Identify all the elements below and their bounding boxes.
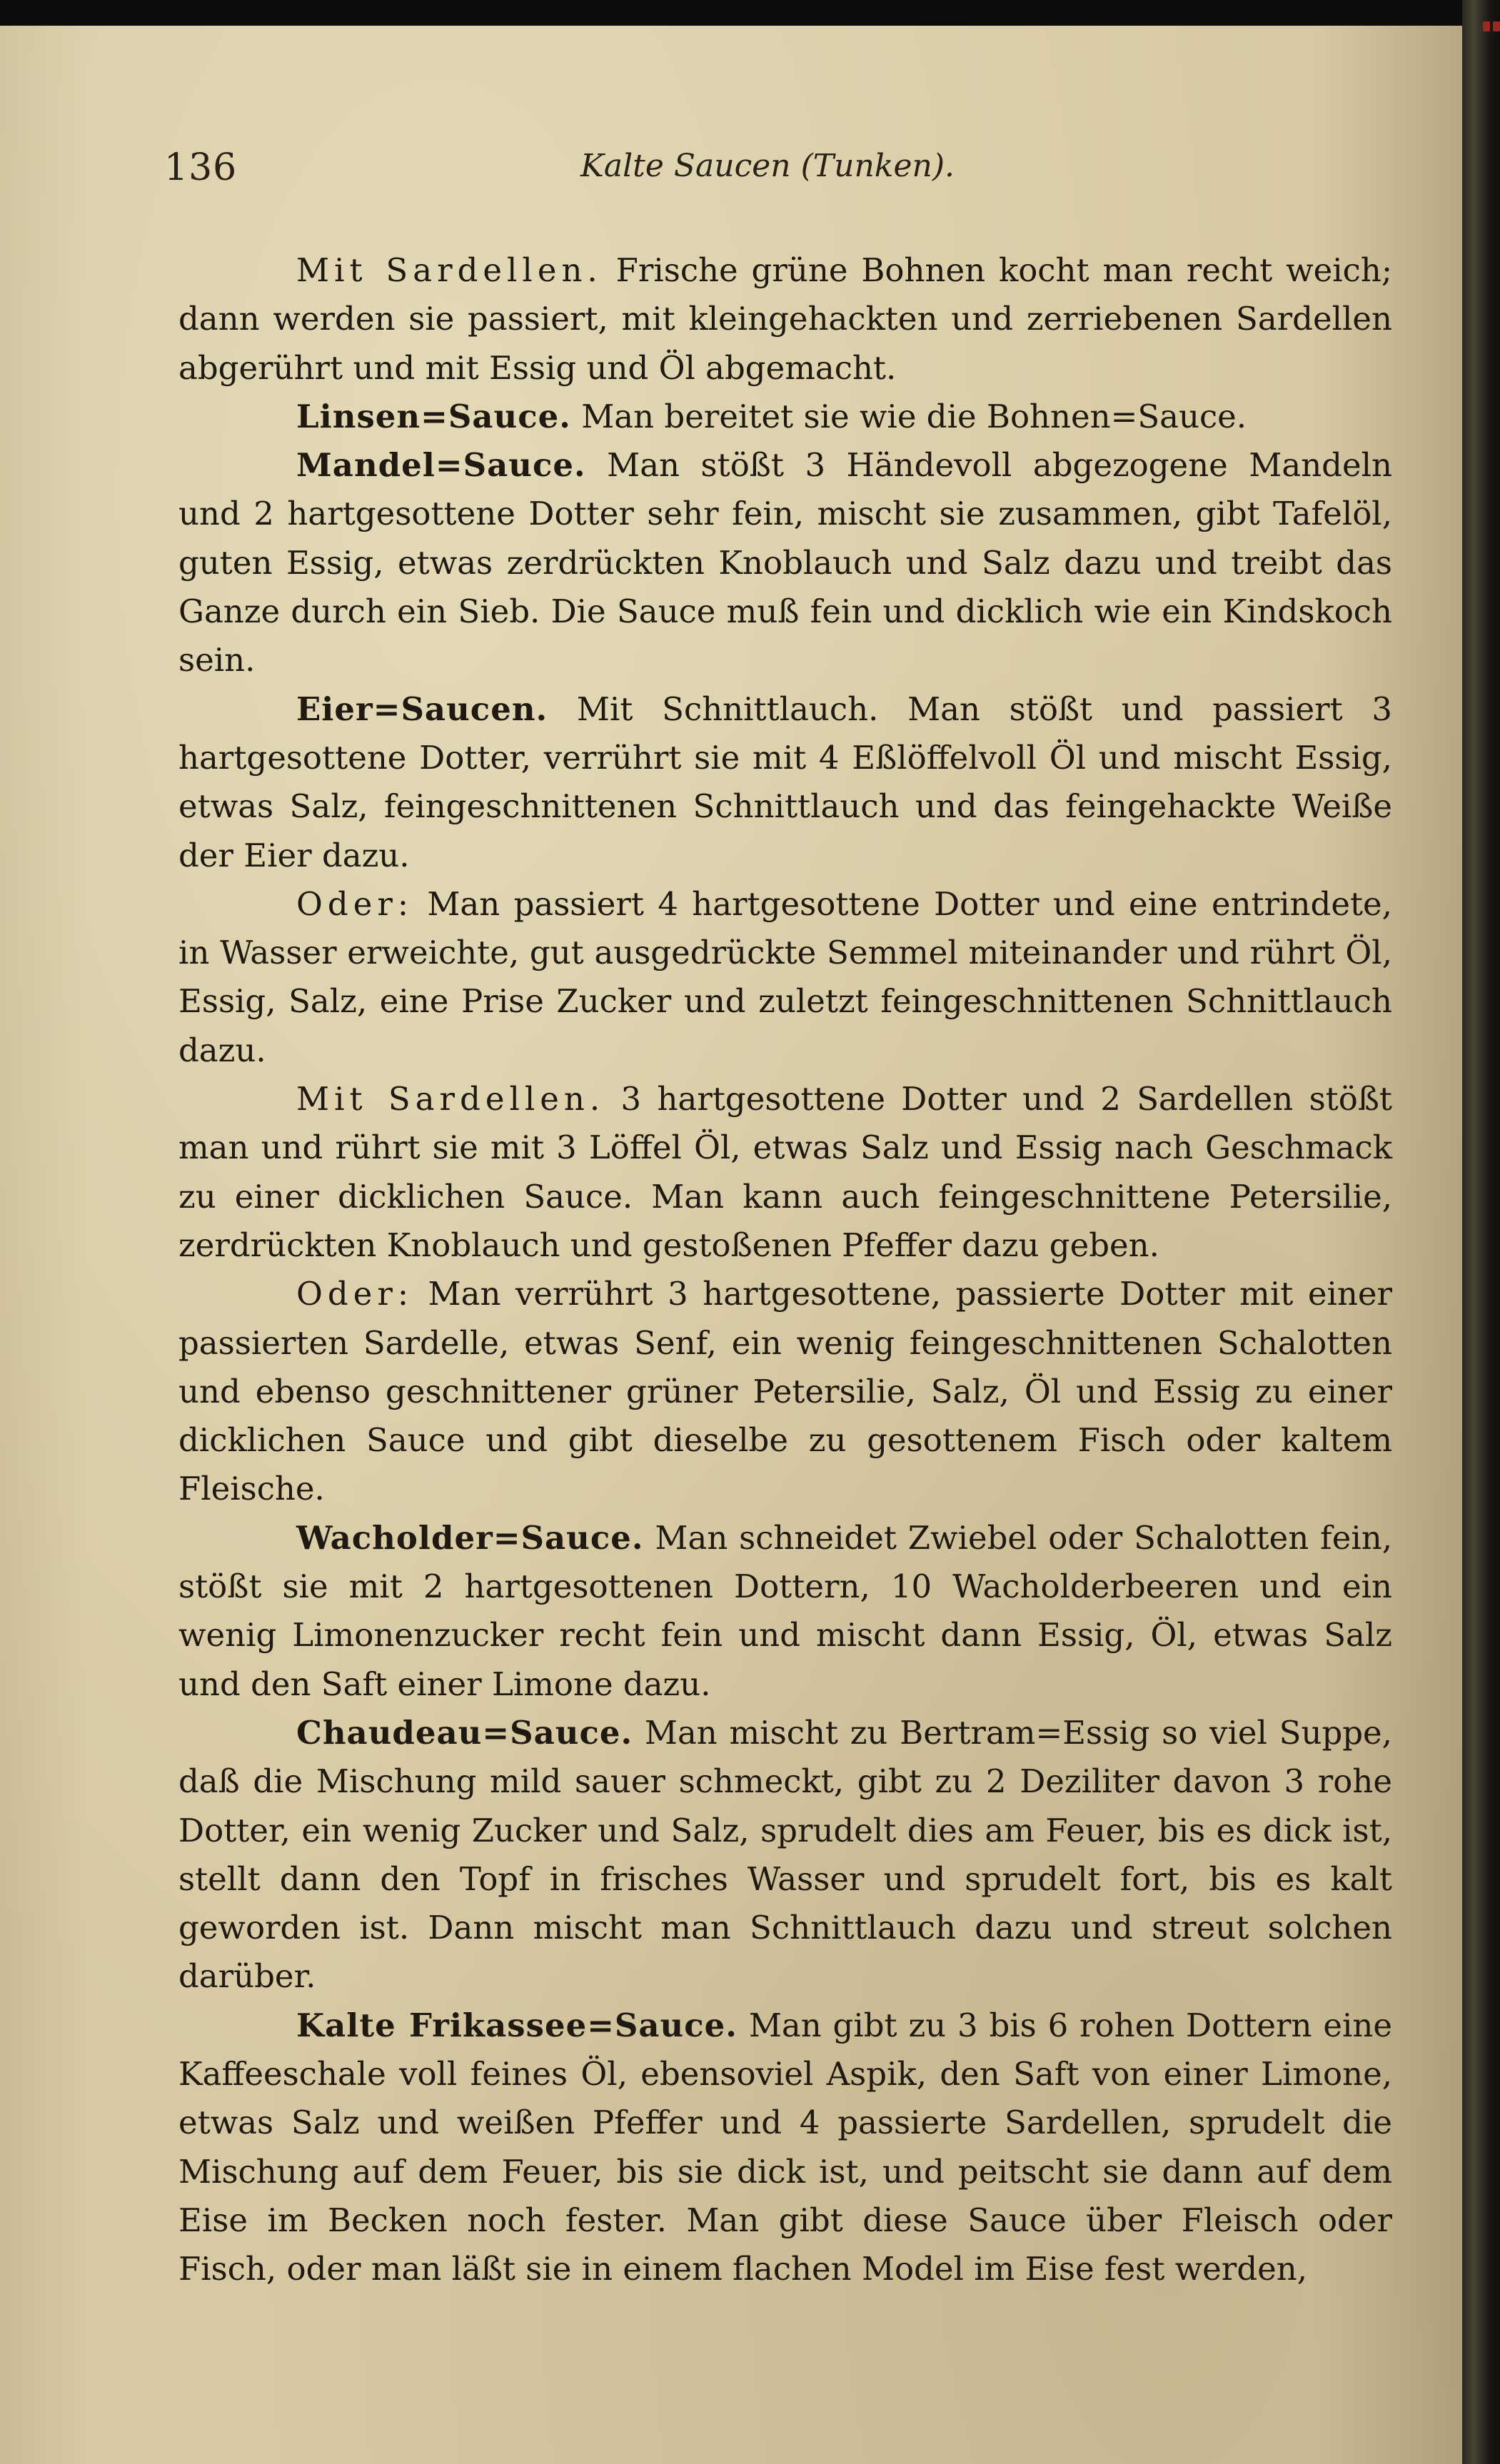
book-spine-edge [1462, 0, 1500, 2464]
edge-markers [1483, 21, 1500, 31]
paragraph-lead: Mit Sardellen. [296, 251, 603, 289]
paragraph-text: Man mischt zu Bertram=Essig so viel Suppe, daß die Mischung mild sauer schmeckt, gibt zu 2 Deziliter davon 3 rohe Dotter, ein wenig Zucker und Salz, sprudelt dies am Feuer, bis es dick ist, stellt dann den Topf in frisches Wasser und sprudelt fort, bis es kalt geworden ist. Dann mischt man Schnittlauch dazu und streut solchen darüber. [178, 1713, 1392, 1996]
recipe-heading: Linsen=Sauce. [296, 397, 571, 435]
scan-top-edge [0, 0, 1500, 26]
paragraph-oder-2 [178, 1270, 1392, 1513]
edge-marker [1493, 21, 1500, 31]
paragraph-text: Frische grüne Bohnen kocht man recht weich; dann werden sie passiert, mit kleingehackten und zerriebenen Sardellen abgerührt und mit Essig und Öl abgemacht. [178, 251, 1392, 387]
edge-marker [1483, 21, 1490, 31]
paragraph-text: 3 hartgesottene Dotter und 2 Sardellen stößt man und rührt sie mit 3 Löffel Öl, etwas Salz und Essig nach Geschmack zu einer dicklichen Sauce. Man kann auch feingeschnittene Petersilie, zerdrückten Knoblauch und gestoßenen Pfeffer dazu geben. [178, 1080, 1392, 1264]
paragraph-text: Mit Schnittlauch. Man stößt und passiert 3 hartgesottene Dotter, verrührt sie mit 4 Eßlöffelvoll Öl und mischt Essig, etwas Salz, feingeschnittenen Schnittlauch und das feingehackte Weiße der Eier dazu. [178, 690, 1392, 874]
paragraph-text: Man verrührt 3 hartgesottene, passierte Dotter mit einer passierten Sardelle, etwas Senf, ein wenig feingeschnittenen Schalotten und ebenso geschnittener grüner Petersilie, Salz, Öl und Essig zu einer dicklichen Sauce und gibt dieselbe zu gesottenem Fisch oder kaltem Fleische. [178, 1275, 1392, 1508]
running-title: Kalte Saucen (Tunken). [580, 148, 955, 184]
paragraph-text: Man stößt 3 Händevoll abgezogene Mandeln und 2 hartgesottene Dotter sehr fein, mischt sie zusammen, gibt Tafelöl, guten Essig, etwas zerdrückten Knoblauch und Salz dazu und treibt das Ganze durch ein Sieb. Die Sauce muß fein und dicklich wie ein Kindskoch sein. [178, 446, 1392, 680]
paragraph-frikassee-sauce [178, 2001, 1392, 2294]
paragraph-eier-saucen [178, 685, 1392, 880]
paragraph-wacholder-sauce [178, 1514, 1392, 1709]
page-number: 136 [164, 146, 238, 189]
recipe-heading: Eier=Saucen. [296, 690, 548, 728]
paragraph-sardellen-bohnen [178, 246, 1392, 393]
paragraph-lead: Oder: [296, 884, 414, 923]
paragraph-chaudeau-sauce [178, 1709, 1392, 2001]
page-header [164, 146, 1371, 203]
body-text [178, 246, 1392, 2293]
paragraph-mandel-sauce [178, 441, 1392, 685]
paragraph-lead: Mit Sardellen. [296, 1080, 605, 1119]
paragraph-mit-sardellen [178, 1075, 1392, 1270]
recipe-heading: Mandel=Sauce. [296, 446, 586, 485]
recipe-heading: Chaudeau=Sauce. [296, 1713, 633, 1752]
paragraph-oder-1 [178, 880, 1392, 1075]
recipe-heading: Wacholder=Sauce. [296, 1518, 644, 1557]
paragraph-text: Man bereitet sie wie die Bohnen=Sauce. [570, 397, 1247, 435]
paragraph-text: Man gibt zu 3 bis 6 rohen Dottern eine Kaffeeschale voll feines Öl, ebensoviel Aspik, den Saft von einer Limone, etwas Salz und weißen Pfeffer und 4 passierte Sardellen, sprudelt die Mischung auf dem Feuer, bis sie dick ist, und peitscht sie dann auf dem Eise im Becken noch fester. Man gibt diese Sauce über Fleisch oder Fisch, oder man läßt sie in einem flachen Model im Eise fest werden, [178, 2006, 1392, 2288]
paragraph-linsen-sauce [178, 393, 1392, 441]
paragraph-text: Man schneidet Zwiebel oder Schalotten fein, stößt sie mit 2 hartgesottenen Dottern, 10 Wacholderbeeren und ein wenig Limonenzucker recht fein und mischt dann Essig, Öl, etwas Salz und den Saft einer Limone dazu. [178, 1518, 1392, 1703]
paragraph-text: Man passiert 4 hartgesottene Dotter und eine entrindete, in Wasser erweichte, gut ausgedrückte Semmel miteinander und rührt Öl, Essig, Salz, eine Prise Zucker und zuletzt feingeschnittenen Schnittlauch dazu. [178, 884, 1392, 1069]
recipe-heading: Kalte Frikassee=Sauce. [296, 2006, 738, 2044]
paragraph-lead: Oder: [296, 1275, 414, 1313]
